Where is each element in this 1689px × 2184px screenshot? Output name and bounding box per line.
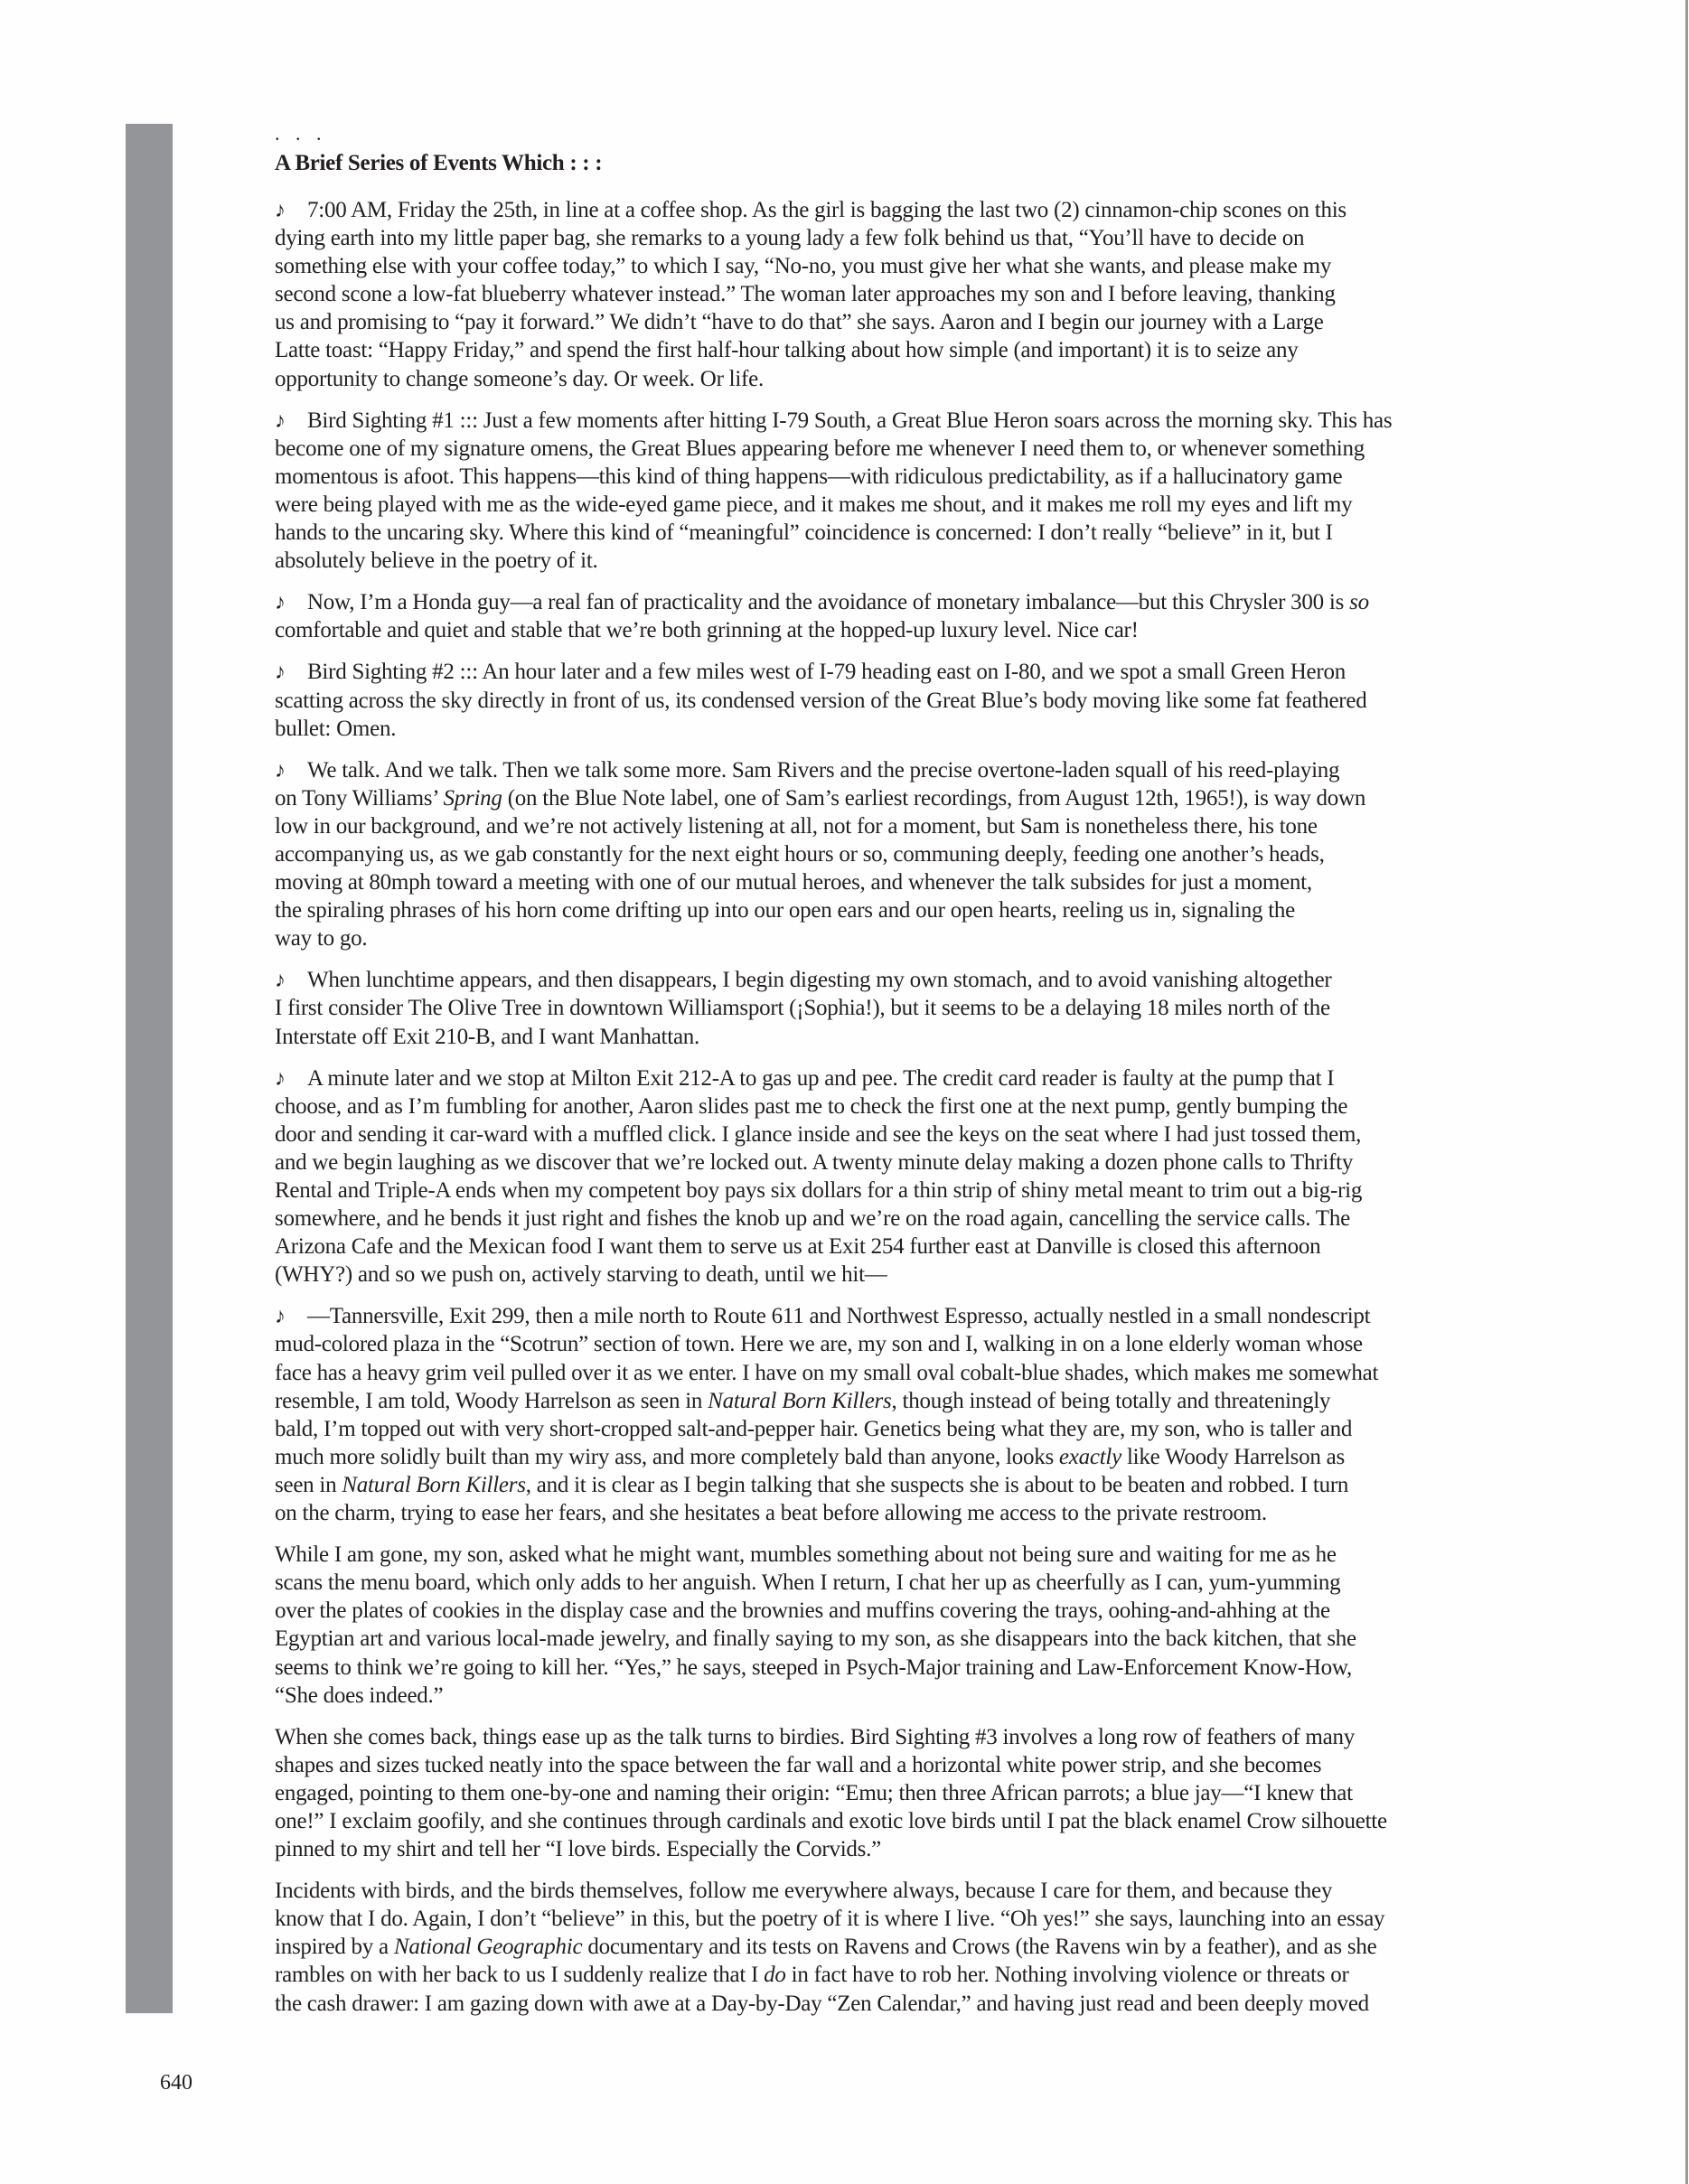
line-text: the spiraling phrases of his horn come drifting up into our open ears and our open hearts, reeling us in, signaling the — [275, 898, 1296, 923]
text-line — [275, 715, 1468, 743]
paragraph — [275, 658, 1468, 742]
music-note-icon: ♪ — [275, 661, 286, 685]
music-note-icon: ♪ — [275, 591, 286, 615]
text-line — [275, 336, 1468, 364]
line-text: us and promising to “pay it forward.” We didn’t “have to do that” she says. Aaron and I begin our journey with a Large — [275, 310, 1324, 335]
line-text: door and sending it car-ward with a muffled click. I glance inside and see the keys on the seat where I had just tossed them, — [275, 1121, 1362, 1147]
text-line — [275, 519, 1468, 547]
line-text: —Tannersville, Exit 299, then a mile north to Route 611 and Northwest Espresso, actually nestled in a small nondescript — [307, 1304, 1371, 1329]
line-text: (WHY?) and so we push on, actively starving to death, until we hit— — [275, 1262, 887, 1288]
text-line — [275, 1302, 1468, 1330]
text-line — [275, 1751, 1468, 1779]
line-text: in fact have to rob her. Nothing involving violence or threats or — [785, 1963, 1349, 1988]
text-line — [275, 756, 1468, 784]
line-text: comfortable and quiet and stable that we’re both grinning at the hopped-up luxury level. Nice car! — [275, 618, 1139, 643]
line-text: low in our background, and we’re not actively listening at all, not for a moment, but Sam is nonetheless there, his tone — [275, 813, 1318, 839]
line-text: momentous is afoot. This happens—this kind of thing happens—with ridiculous predictability, as if a hallucinatory game — [275, 464, 1343, 489]
line-text: the cash drawer: I am gazing down with awe at a Day-by-Day “Zen Calendar,” and having just read and been deeply moved — [275, 1991, 1369, 2016]
body-text — [275, 196, 1468, 2031]
line-text: dying earth into my little paper bag, she remarks to a young lady a few folk behind us that, “You’ll have to decide on — [275, 226, 1305, 251]
text-line — [275, 784, 1468, 812]
line-text: Incidents with birds, and the birds themselves, follow me everywhere always, because I care for them, and because they — [275, 1879, 1333, 1904]
text-line — [275, 1471, 1468, 1499]
line-text: A minute later and we stop at Milton Exit 212-A to gas up and pee. The credit card reader is faulty at the pump that I — [307, 1065, 1335, 1091]
line-text: scatting across the sky directly in front of us, its condensed version of the Great Blue’s body moving like some fat feathered — [275, 688, 1367, 713]
line-text: hands to the uncaring sky. Where this kind of “meaningful” coincidence is concerned: I don’t really “believe” in it, but I — [275, 520, 1333, 546]
text-line — [275, 588, 1468, 616]
text-line — [275, 1807, 1468, 1835]
text-line — [275, 658, 1468, 686]
line-text: much more solidly built than my wiry ass, and more completely bald than anyone, looks — [275, 1444, 1059, 1469]
line-text: Rental and Triple-A ends when my competent boy pays six dollars for a thin strip of shiny metal meant to trim out a big-rig — [275, 1178, 1363, 1203]
text-line — [275, 868, 1468, 896]
line-text: over the plates of cookies in the display case and the brownies and muffins covering the trays, oohing-and-ahhing at the — [275, 1598, 1330, 1624]
line-text: engaged, pointing to them one-by-one and naming their origin: “Emu; then three African parrots; a blue jay—“I knew that — [275, 1780, 1353, 1805]
text-line — [275, 1233, 1468, 1261]
line-text: seen in — [275, 1472, 342, 1497]
line-text: (on the Blue Note label, one of Sam’s earliest recordings, from August 12th, 1965!), is way down — [502, 785, 1366, 811]
text-line — [275, 812, 1468, 840]
paragraph — [275, 588, 1468, 644]
text-line — [275, 1120, 1468, 1148]
text-line — [275, 687, 1468, 715]
section-marker: . . . — [275, 122, 327, 145]
text-line — [275, 1625, 1468, 1653]
line-text: resemble, I am told, Woody Harrelson as seen in — [275, 1388, 708, 1413]
margin-bar — [126, 124, 173, 2013]
line-text: choose, and as I’m fumbling for another, Aaron slides past me to check the first one at the next pump, gently bumping the — [275, 1093, 1348, 1119]
text-line — [275, 1387, 1468, 1415]
music-note-icon: ♪ — [275, 969, 286, 993]
line-text: Bird Sighting #1 ::: Just a few moments after hitting I-79 South, a Great Blue Heron soars across the morning sky. This has — [307, 408, 1393, 433]
section-title: A Brief Series of Events Which : : : — [275, 151, 603, 175]
line-text: know that I do. Again, I don’t “believe” in this, but the poetry of it is where I live. “Oh yes!” she says, launching into an essay — [275, 1907, 1385, 1932]
text-line — [275, 1569, 1468, 1597]
text-line — [275, 224, 1468, 252]
line-text: Interstate off Exit 210-B, and I want Manhattan. — [275, 1024, 700, 1049]
line-text: Now, I’m a Honda guy—a real fan of practicality and the avoidance of monetary imbalance—but this Chrysler 300 is — [307, 590, 1350, 615]
line-text: “She does indeed.” — [275, 1683, 444, 1708]
italic-text: Natural Born Killers — [708, 1388, 892, 1413]
line-text: Bird Sighting #2 ::: An hour later and a few miles west of I-79 heading east on I-80, and we spot a small Green Heron — [307, 660, 1346, 685]
line-text: inspired by a — [275, 1935, 394, 1960]
text-line — [275, 1415, 1468, 1443]
text-line — [275, 1961, 1468, 1989]
line-text: When she comes back, things ease up as the talk turns to birdies. Bird Sighting #3 involves a long row of feathers of many — [275, 1724, 1355, 1749]
paragraph — [275, 1541, 1468, 1710]
music-note-icon: ♪ — [275, 1066, 286, 1091]
line-text: second scone a low-fat blueberry whatever instead.” The woman later approaches my son and I before leaving, thanking — [275, 282, 1336, 307]
text-line — [275, 1092, 1468, 1120]
text-line — [275, 1204, 1468, 1233]
paragraph — [275, 1302, 1468, 1527]
paragraph — [275, 1877, 1468, 2017]
text-line — [275, 1023, 1468, 1051]
text-line — [275, 252, 1468, 280]
line-text: bullet: Omen. — [275, 716, 397, 741]
music-note-icon: ♪ — [275, 758, 286, 783]
line-text: , and it is clear as I begin talking that she suspects she is about to be beaten and robbed. I turn — [525, 1472, 1349, 1497]
page-number: 640 — [160, 2071, 192, 2095]
paragraph — [275, 966, 1468, 1050]
line-text: somewhere, and he bends it just right and fishes the knob up and we’re on the road again, cancelling the service calls. The — [275, 1206, 1350, 1232]
line-text: absolutely believe in the poetry of it. — [275, 548, 598, 574]
text-line — [275, 1905, 1468, 1933]
line-text: Latte toast: “Happy Friday,” and spend the first half-hour talking about how simple (and important) it is to seize any — [275, 338, 1299, 363]
text-line — [275, 994, 1468, 1022]
line-text: on the charm, trying to ease her fears, and she hesitates a beat before allowing me access to the private restroom. — [275, 1501, 1267, 1526]
italic-text: Spring — [443, 785, 502, 811]
text-line — [275, 1779, 1468, 1807]
line-text: accompanying us, as we gab constantly for the next eight hours or so, communing deeply, feeding one another’s heads, — [275, 841, 1325, 867]
italic-text: exactly — [1058, 1444, 1121, 1469]
text-line — [275, 1148, 1468, 1176]
text-line — [275, 896, 1468, 924]
text-line — [275, 1990, 1468, 2018]
line-text: We talk. And we talk. Then we talk some more. Sam Rivers and the precise overtone-laden squall of his reed-playing — [307, 757, 1340, 783]
line-text: When lunchtime appears, and then disappears, I begin digesting my own stomach, and to avoid vanishing altogether — [307, 968, 1332, 993]
italic-text: Natural Born Killers — [342, 1472, 526, 1497]
line-text: seems to think we’re going to kill her. “Yes,” he says, steeped in Psych-Major training and Law-Enforcement Know-How, — [275, 1654, 1353, 1680]
paragraph — [275, 1064, 1468, 1289]
line-text: become one of my signature omens, the Great Blues appearing before me whenever I need them to, or whenever something — [275, 436, 1365, 461]
line-text: Egyptian art and various local-made jewelry, and finally saying to my son, as she disappears into the back kitchen, that she — [275, 1626, 1356, 1652]
line-text: and we begin laughing as we discover that we’re locked out. A twenty minute delay making a dozen phone calls to Thrifty — [275, 1149, 1354, 1175]
line-text: one!” I exclaim goofily, and she continues through cardinals and exotic love birds until I pat the black enamel Crow silhouette — [275, 1808, 1387, 1833]
italic-text: National Geographic — [393, 1935, 583, 1960]
line-text: While I am gone, my son, asked what he might want, mumbles something about not being sure and waiting for me as he — [275, 1542, 1337, 1568]
text-line — [275, 1682, 1468, 1710]
text-line — [275, 463, 1468, 491]
text-line — [275, 924, 1468, 952]
music-note-icon: ♪ — [275, 1305, 286, 1329]
text-line — [275, 491, 1468, 519]
line-text: were being played with me as the wide-eyed game piece, and it makes me shout, and it makes me roll my eyes and lift my — [275, 492, 1353, 517]
line-text: pinned to my shirt and tell her “I love birds. Especially the Corvids.” — [275, 1837, 881, 1862]
text-line — [275, 1723, 1468, 1751]
paragraph — [275, 407, 1468, 576]
text-line — [275, 280, 1468, 308]
italic-text: do — [764, 1963, 786, 1988]
line-text: scans the menu board, which only adds to her anguish. When I return, I chat her up as cheerfully as I can, yum-yumming — [275, 1570, 1341, 1596]
text-line — [275, 547, 1468, 575]
text-line — [275, 308, 1468, 336]
line-text: Arizona Cafe and the Mexican food I want them to serve us at Exit 254 further east at Danville is closed this afternoon — [275, 1234, 1321, 1260]
line-text: face has a heavy grim veil pulled over it as we enter. I have on my small oval cobalt-blue shades, which makes me somewhat — [275, 1360, 1379, 1385]
text-line — [275, 1359, 1468, 1387]
text-line — [275, 365, 1468, 393]
text-line — [275, 840, 1468, 868]
line-text: like Woody Harrelson as — [1121, 1444, 1345, 1469]
text-line — [275, 1443, 1468, 1471]
text-line — [275, 196, 1468, 224]
text-line — [275, 1877, 1468, 1905]
line-text: , though instead of being totally and threateningly — [891, 1388, 1331, 1413]
text-line — [275, 1330, 1468, 1358]
text-line — [275, 966, 1468, 994]
text-line — [275, 1064, 1468, 1092]
line-text: documentary and its tests on Ravens and Crows (the Ravens win by a feather), and as she — [582, 1935, 1377, 1960]
music-note-icon: ♪ — [275, 199, 286, 222]
page-edge — [1685, 0, 1688, 2184]
italic-text: so — [1349, 590, 1369, 615]
text-line — [275, 1261, 1468, 1289]
paragraph — [275, 1723, 1468, 1863]
line-text: 7:00 AM, Friday the 25th, in line at a coffee shop. As the girl is bagging the last two (2) cinnamon-chip scones on this — [307, 198, 1347, 222]
line-text: shapes and sizes tucked neatly into the space between the far wall and a horizontal white power strip, and she becomes — [275, 1752, 1322, 1777]
text-line — [275, 616, 1468, 644]
text-line — [275, 1933, 1468, 1961]
music-note-icon: ♪ — [275, 408, 286, 433]
text-line — [275, 1597, 1468, 1625]
paragraph — [275, 756, 1468, 953]
line-text: rambles on with her back to us I suddenly realize that I — [275, 1963, 765, 1988]
paragraph — [275, 196, 1468, 393]
line-text: mud-colored plaza in the “Scotrun” section of town. Here we are, my son and I, walking in on a lone elderly woman whose — [275, 1332, 1363, 1357]
text-line — [275, 407, 1468, 435]
line-text: I first consider The Olive Tree in downtown Williamsport (¡Sophia!), but it seems to be a delaying 18 miles north of the — [275, 996, 1330, 1021]
text-line — [275, 1541, 1468, 1569]
line-text: something else with your coffee today,” to which I say, “No-no, you must give her what she wants, and please make my — [275, 254, 1332, 279]
line-text: way to go. — [275, 926, 368, 951]
line-text: opportunity to change someone’s day. Or week. Or life. — [275, 366, 764, 391]
text-line — [275, 1835, 1468, 1863]
text-line — [275, 1654, 1468, 1682]
text-line — [275, 435, 1468, 463]
line-text: on Tony Williams’ — [275, 785, 444, 811]
text-line — [275, 1176, 1468, 1204]
line-text: bald, I’m topped out with very short-cropped salt-and-pepper hair. Genetics being what they are, my son, who is taller and — [275, 1416, 1353, 1441]
line-text: moving at 80mph toward a meeting with one of our mutual heroes, and whenever the talk subsides for just a moment, — [275, 870, 1312, 895]
text-line — [275, 1499, 1468, 1527]
